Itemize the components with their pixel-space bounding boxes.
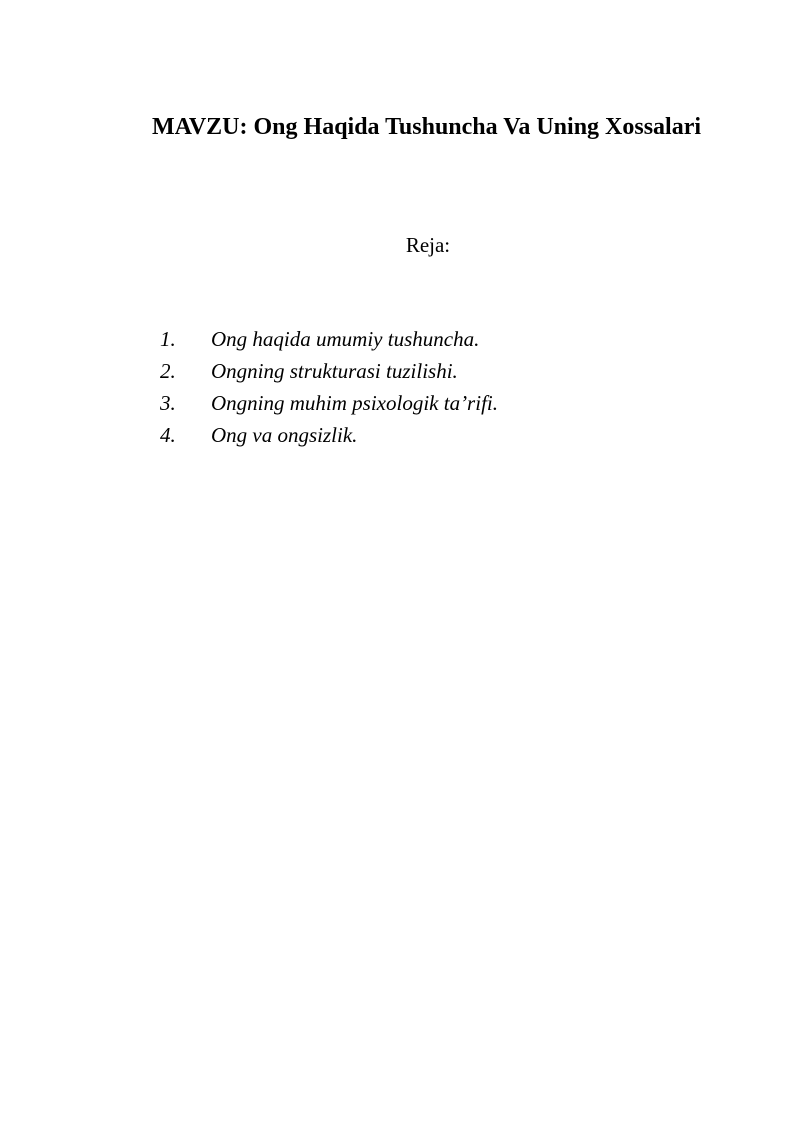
plan-item-text: Ong haqida umumiy tushuncha.	[211, 327, 480, 351]
plan-item-4	[160, 419, 720, 451]
plan-item-3	[160, 387, 720, 419]
plan-item-text: Ong va ongsizlik.	[211, 423, 358, 447]
plan-list	[160, 323, 720, 451]
plan-item-text: Ongning muhim psixologik ta’rifi.	[211, 391, 498, 415]
plan-item-1	[160, 323, 720, 355]
plan-item-number: 2.	[160, 359, 176, 383]
plan-item-number: 1.	[160, 327, 176, 351]
plan-heading: Reja:	[405, 233, 451, 257]
document-title: MAVZU: Ong Haqida Tushuncha Va Uning Xossalari	[151, 114, 702, 140]
plan-item-text: Ongning strukturasi tuzilishi.	[211, 359, 458, 383]
plan-item-number: 3.	[160, 391, 176, 415]
plan-item-number: 4.	[160, 423, 176, 447]
plan-item-2	[160, 355, 720, 387]
